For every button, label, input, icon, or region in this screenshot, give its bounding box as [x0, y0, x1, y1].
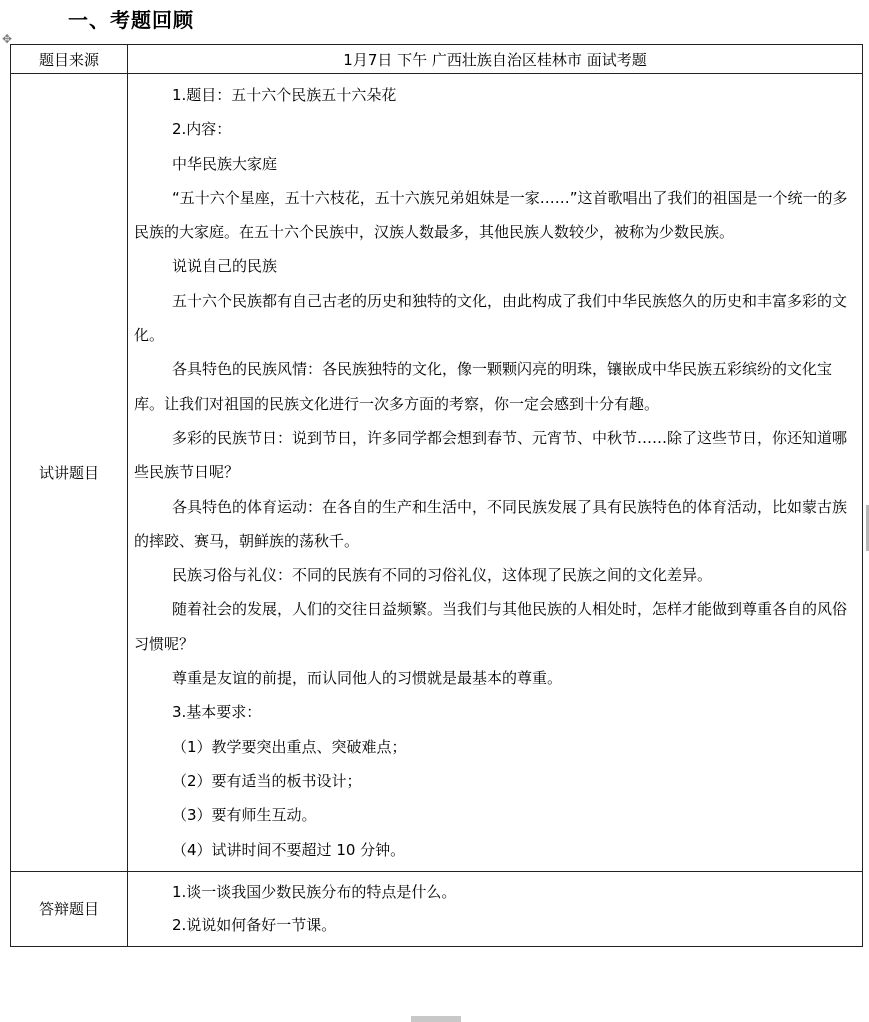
defense-label: 答辩题目	[11, 871, 128, 946]
table-move-handle-icon[interactable]: ✥	[1, 32, 13, 46]
requirement-item: （2）要有适当的板书设计；	[172, 771, 362, 790]
source-row	[11, 45, 863, 74]
section2-title: 说说自己的民族	[172, 257, 278, 276]
lecture-title: 1.题目：五十六个民族五十六朵花	[172, 86, 397, 104]
defense-question: 2.说说如何备好一节课。	[172, 915, 337, 934]
section-heading: 一、考题回顾	[68, 8, 194, 32]
defense-question: 1.谈一谈我国少数民族分布的特点是什么。	[172, 882, 457, 901]
section1-title: 中华民族大家庭	[172, 154, 278, 173]
source-label: 题目来源	[11, 45, 128, 74]
paragraph-4: 多彩的民族节日：说到节日，许多同学都会想到春节、元宵节、中秋节……除了这些节日，你还知道哪些民族节日呢？	[134, 428, 848, 482]
lecture-content	[128, 74, 863, 872]
defense-row	[11, 871, 863, 946]
paragraph-2: 五十六个民族都有自己古老的历史和独特的文化，由此构成了我们中华民族悠久的历史和丰富多彩的文化。	[134, 291, 848, 345]
requirements-label: 3.基本要求：	[172, 703, 262, 722]
paragraph-7: 随着社会的发展，人们的交往日益频繁。当我们与其他民族的人相处时，怎样才能做到尊重各自的风俗习惯呢？	[134, 600, 848, 653]
paragraph-8: 尊重是友谊的前提，而认同他人的习惯就是最基本的尊重。	[172, 669, 563, 688]
requirement-item: （1）教学要突出重点、突破难点；	[172, 737, 407, 756]
defense-content	[128, 871, 863, 946]
content-label: 2.内容：	[172, 120, 232, 139]
paragraph-6: 民族习俗与礼仪：不同的民族有不同的习俗礼仪，这体现了民族之间的文化差异。	[172, 566, 713, 585]
lecture-row	[11, 74, 863, 872]
requirement-item: （3）要有师生互动。	[172, 806, 317, 825]
paragraph-3: 各具特色的民族风情：各民族独特的文化，像一颗颗闪亮的明珠，镶嵌成中华民族五彩缤纷的文化宝库。让我们对祖国的民族文化进行一次多方面的考察，你一定会感到十分有趣。	[134, 360, 833, 413]
paragraph-5: 各具特色的体育运动：在各自的生产和生活中，不同民族发展了具有民族特色的体育活动，比如蒙古族的摔跤、赛马，朝鲜族的荡秋千。	[134, 497, 848, 550]
bottom-resize-handle[interactable]	[411, 1016, 461, 1022]
paragraph-1: “五十六个星座，五十六枝花，五十六族兄弟姐妹是一家……”这首歌唱出了我们的祖国是一个统一的多民族的大家庭。在五十六个民族中，汉族人数最多，其他民族人数较少，被称为少数民族。	[134, 188, 848, 242]
source-value: 1月7日 下午 广西壮族自治区桂林市 面试考题	[128, 45, 863, 74]
exam-table	[10, 44, 863, 947]
lecture-label: 试讲题目	[11, 74, 128, 872]
requirement-item: （4）试讲时间不要超过 10 分钟。	[172, 840, 406, 859]
